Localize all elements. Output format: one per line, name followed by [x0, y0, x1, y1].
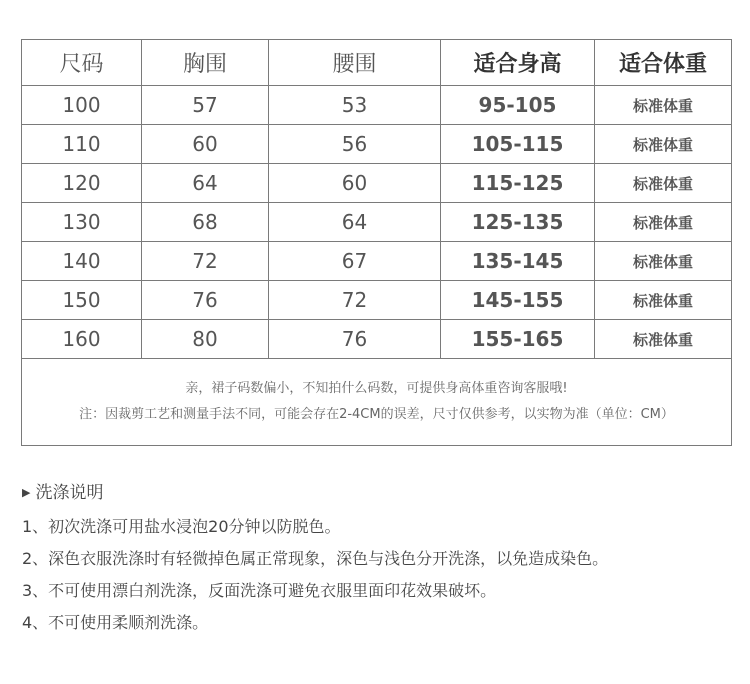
cell-size: 150 [22, 281, 142, 320]
cell-height: 95-105 [441, 86, 595, 125]
cell-size: 130 [22, 203, 142, 242]
list-item: 4、不可使用柔顺剂洗涤。 [22, 613, 209, 632]
cell-chest: 60 [142, 125, 269, 164]
cell-height: 155-165 [441, 320, 595, 359]
cell-height: 125-135 [441, 203, 595, 242]
cell-chest: 76 [142, 281, 269, 320]
cell-weight: 标准体重 [595, 86, 732, 125]
cell-weight: 标准体重 [595, 242, 732, 281]
cell-waist: 72 [269, 281, 441, 320]
list-item: 1、初次洗涤可用盐水浸泡20分钟以防脱色。 [22, 517, 341, 536]
size-note-line-1: 亲，裙子码数偏小，不知拍什么码数，可提供身高体重咨询客服哦! [185, 381, 568, 396]
header-size: 尺码 [22, 40, 142, 86]
header-waist: 腰围 [269, 40, 441, 86]
size-note-row [22, 359, 732, 446]
header-chest: 胸围 [142, 40, 269, 86]
cell-size: 120 [22, 164, 142, 203]
header-weight: 适合体重 [595, 40, 732, 86]
table-row [22, 242, 732, 281]
cell-size: 160 [22, 320, 142, 359]
cell-chest: 57 [142, 86, 269, 125]
list-item: 2、深色衣服洗涤时有轻微掉色属正常现象，深色与浅色分开洗涤，以免造成染色。 [22, 549, 609, 568]
table-row [22, 125, 732, 164]
table-row [22, 320, 732, 359]
wash-instructions-list [22, 516, 608, 644]
size-note-cell [22, 359, 732, 446]
cell-waist: 56 [269, 125, 441, 164]
cell-height: 105-115 [441, 125, 595, 164]
size-chart-header-row [22, 40, 732, 86]
cell-size: 100 [22, 86, 142, 125]
cell-weight: 标准体重 [595, 320, 732, 359]
cell-weight: 标准体重 [595, 164, 732, 203]
cell-chest: 80 [142, 320, 269, 359]
cell-chest: 72 [142, 242, 269, 281]
cell-waist: 67 [269, 242, 441, 281]
cell-waist: 64 [269, 203, 441, 242]
cell-chest: 68 [142, 203, 269, 242]
cell-size: 110 [22, 125, 142, 164]
cell-chest: 64 [142, 164, 269, 203]
table-row [22, 164, 732, 203]
cell-waist: 76 [269, 320, 441, 359]
cell-weight: 标准体重 [595, 203, 732, 242]
cell-height: 145-155 [441, 281, 595, 320]
header-height: 适合身高 [441, 40, 595, 86]
table-row [22, 203, 732, 242]
cell-height: 115-125 [441, 164, 595, 203]
triangle-right-icon: ▶ [22, 486, 31, 499]
table-row [22, 281, 732, 320]
cell-waist: 53 [269, 86, 441, 125]
list-item: 3、不可使用漂白剂洗涤，反面洗涤可避免衣服里面印花效果破坏。 [22, 581, 497, 600]
size-chart-table [21, 39, 732, 446]
wash-title-text: 洗涤说明 [35, 483, 104, 503]
cell-weight: 标准体重 [595, 125, 732, 164]
table-row [22, 86, 732, 125]
cell-weight: 标准体重 [595, 281, 732, 320]
cell-size: 140 [22, 242, 142, 281]
cell-height: 135-145 [441, 242, 595, 281]
wash-instructions-heading [22, 478, 103, 503]
size-note-line-2: 注：因裁剪工艺和测量手法不同，可能会存在2-4CM的误差，尺寸仅供参考，以实物为准（单位：CM） [79, 407, 674, 422]
cell-waist: 60 [269, 164, 441, 203]
